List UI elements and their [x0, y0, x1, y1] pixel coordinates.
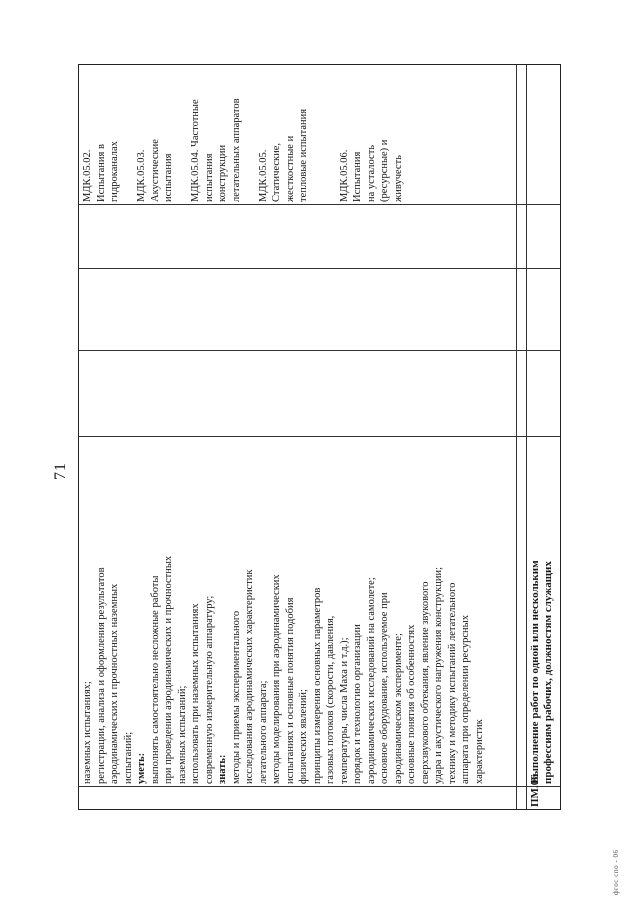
mdk-line: испытания — [203, 153, 215, 202]
pm06-title-line: Выполнение работ по одной или нескольким — [529, 560, 541, 784]
mdk-line: конструкции — [217, 144, 228, 202]
column-divider — [79, 268, 560, 269]
mdk-line: жесткостные и — [284, 135, 296, 202]
mdk-list — [81, 92, 405, 202]
pm06-title — [529, 560, 555, 784]
mdk-line: тепловые испытания — [298, 108, 309, 202]
description-line: аппарата при определении ресурсных — [460, 615, 471, 784]
mdk-line: на усталость — [365, 144, 377, 202]
mdk-line — [311, 92, 325, 202]
pm06-title-line: профессиям рабочих, должностям служащих — [542, 561, 554, 784]
row-divider — [526, 65, 527, 809]
description-line: сверхзвукового обтекания, явление звукового — [419, 581, 431, 784]
mdk-line — [324, 92, 338, 202]
description-line: исследования аэродинамических характеристик — [244, 569, 255, 784]
description-line: летательного аппарата; — [257, 680, 269, 784]
description-line: удара и акустического нагружения конструкции; — [433, 566, 444, 784]
description-line: порядок и технологию организации — [352, 624, 363, 784]
description-line: наземных испытаниях; — [82, 681, 93, 784]
description-line: принципы измерения основных параметров — [311, 587, 323, 784]
description-line: методы моделирования при аэродинамических — [271, 574, 282, 784]
description-line: испытаниях и основные понятия подобия — [284, 597, 296, 784]
description-line: газовых потоков (скорости, давления, — [325, 615, 336, 784]
competency-description — [81, 439, 486, 784]
mdk-line: МДК.05.02. — [82, 149, 93, 202]
mdk-line: МДК.05.03. — [136, 149, 147, 202]
column-divider — [79, 350, 560, 351]
mdk-line: МДК.05.04. Частотные — [190, 99, 201, 202]
column-divider — [79, 786, 560, 787]
description-line: наземных испытаний; — [176, 685, 188, 784]
mdk-line: Испытания — [352, 151, 363, 202]
description-line: характеристик — [473, 719, 485, 784]
pm06-code: ПМ.06 — [529, 774, 541, 807]
description-line: использовать при наземных испытаниях — [190, 603, 201, 784]
description-line: методы и приемы экспериментального — [230, 610, 242, 784]
description-line: при проведении аэродинамических и прочностных — [163, 555, 174, 784]
mdk-line: Испытания в — [95, 144, 107, 202]
row-divider — [516, 65, 517, 809]
mdk-line: Статические, — [271, 142, 282, 202]
description-line: уметь: — [136, 752, 147, 784]
description-line: аэродинамических и прочностных наземных — [109, 583, 120, 784]
description-line: основные понятия об особенностях — [406, 624, 417, 784]
description-line: знать: — [217, 754, 228, 784]
description-line: технику и методику испытаний летательного — [446, 582, 458, 784]
description-line: температуры, числа Маха и т.д.); — [338, 637, 350, 784]
mdk-line — [122, 92, 136, 202]
description-line: современную измерительную аппаратуру; — [203, 595, 215, 784]
column-divider — [79, 436, 560, 437]
page-number: 71 — [52, 462, 69, 480]
mdk-line: МДК.05.05. — [257, 149, 269, 202]
mdk-line: (ресурсные) и — [379, 139, 390, 202]
description-line: выполнять самостоятельно несложные работы — [149, 575, 161, 784]
description-line: основное оборудование, используемое при — [379, 592, 390, 784]
description-line: испытаний; — [122, 731, 134, 784]
mdk-line: гидроканалах — [109, 141, 120, 202]
mdk-line: МДК.05.06. — [338, 149, 350, 202]
curriculum-table — [78, 64, 561, 810]
description-line: регистрации, анализа и оформления результатов — [95, 567, 107, 784]
description-line: аэродинамическом эксперименте; — [392, 633, 404, 784]
footer-mark: фгос спо - 06 — [612, 849, 620, 895]
column-divider — [79, 204, 560, 205]
mdk-line: Акустические — [149, 139, 161, 202]
description-line: физических явлений; — [298, 689, 309, 784]
mdk-line: летательных аппаратов — [230, 98, 242, 202]
mdk-line: живучесть — [392, 155, 404, 202]
description-line: аэродинамических исследований на самолете; — [365, 577, 377, 784]
mdk-line: испытания — [163, 153, 174, 202]
mdk-line — [243, 92, 257, 202]
mdk-line — [176, 92, 190, 202]
